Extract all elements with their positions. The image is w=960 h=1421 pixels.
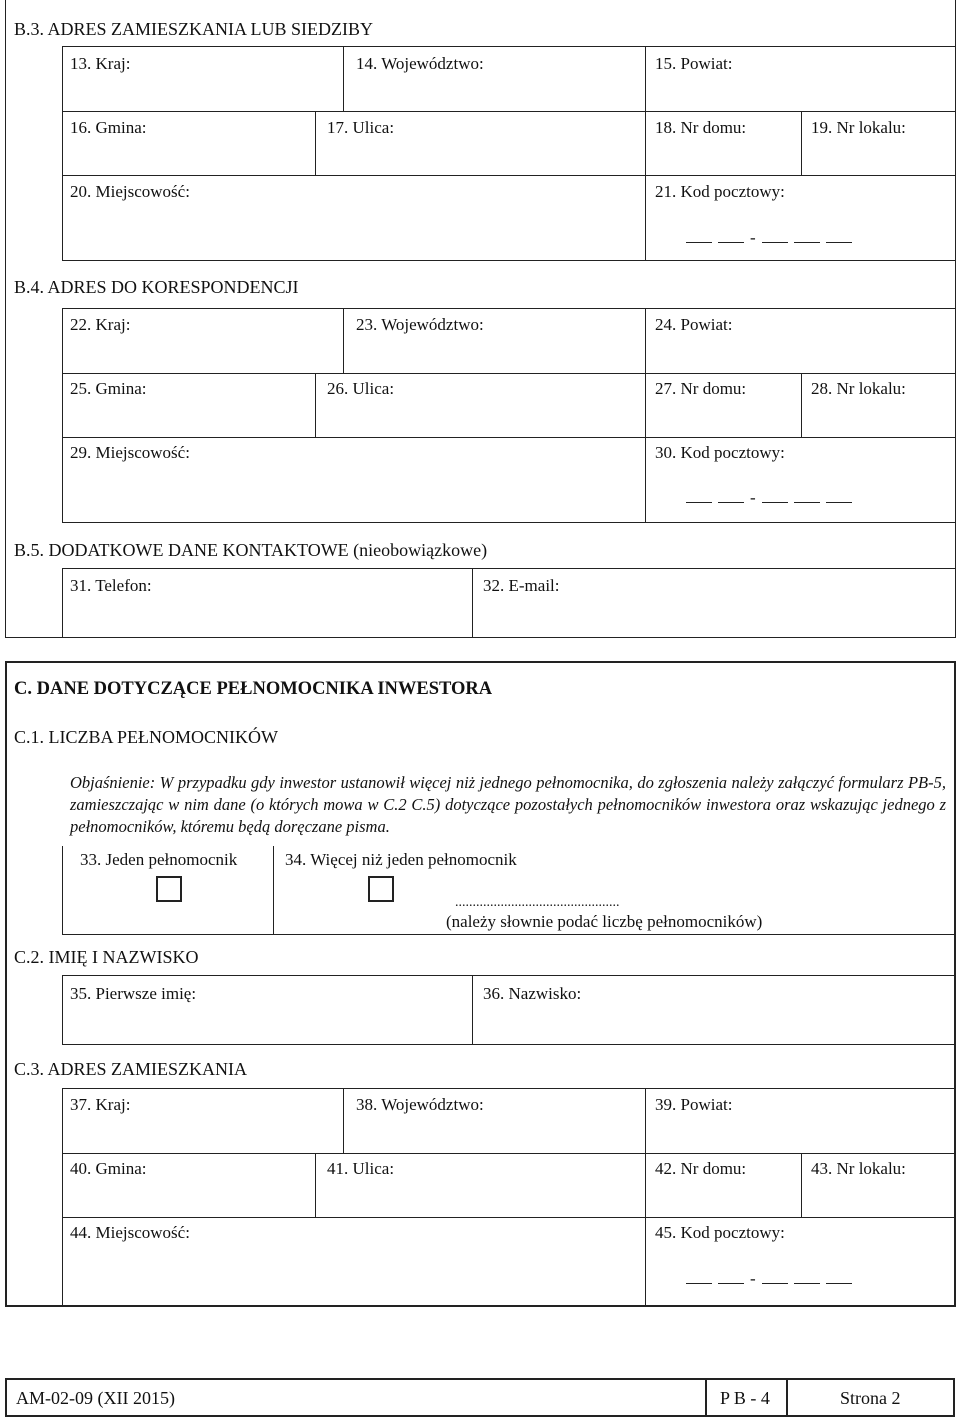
single-proxy-checkbox[interactable] xyxy=(156,876,182,902)
section-c3-title: C.3. ADRES ZAMIESZKANIA xyxy=(14,1059,248,1079)
postcode-blanks[interactable]: - xyxy=(686,1269,858,1289)
proxy-count-hint: (należy słownie podać liczbę pełnomocników) xyxy=(446,912,763,931)
field-36-label: 36. Nazwisko: xyxy=(483,984,582,1003)
proxy-count-dots[interactable]: ............................................... xyxy=(455,895,620,910)
field-33-label: 33. Jeden pełnomocnik xyxy=(80,850,238,869)
field-40-label: 40. Gmina: xyxy=(70,1159,147,1178)
field-15-label: 15. Powiat: xyxy=(655,54,733,73)
explanation-note: Objaśnienie: W przypadku gdy inwestor ustanowił więcej niż jednego pełnomocnika, do zgłoszenia należy załączyć formularz PB-5, zamieszczając w nim dane (o których mowa w C.2 C.5) dotyczące pozostałych pełnomocników inwestora oraz wskazując jednego z pełnomocników, któremu będą doręczane pisma. xyxy=(70,773,946,836)
field-23-label: 23. Województwo: xyxy=(356,315,484,334)
postcode-blanks[interactable]: - xyxy=(686,488,858,508)
field-13-label: 13. Kraj: xyxy=(70,54,131,73)
field-26-label: 26. Ulica: xyxy=(327,379,395,398)
field-42-label: 42. Nr domu: xyxy=(655,1159,747,1178)
section-c1-title: C.1. LICZBA PEŁNOMOCNIKÓW xyxy=(14,727,278,747)
field-14-label: 14. Województwo: xyxy=(356,54,484,73)
field-34-label: 34. Więcej niż jeden pełnomocnik xyxy=(285,850,517,869)
field-25-label: 25. Gmina: xyxy=(70,379,147,398)
section-b5-title: B.5. DODATKOWE DANE KONTAKTOWE (nieobowiązkowe) xyxy=(14,540,488,560)
field-20-label: 20. Miejscowość: xyxy=(70,182,190,201)
field-31-label: 31. Telefon: xyxy=(70,576,152,595)
field-43-label: 43. Nr lokalu: xyxy=(811,1159,906,1178)
field-30-label: 30. Kod pocztowy: xyxy=(655,443,785,462)
multiple-proxies-checkbox[interactable] xyxy=(368,876,394,902)
field-39-label: 39. Powiat: xyxy=(655,1095,733,1114)
section-b4-title: B.4. ADRES DO KORESPONDENCJI xyxy=(14,277,299,297)
field-27-label: 27. Nr domu: xyxy=(655,379,747,398)
section-b3-title: B.3. ADRES ZAMIESZKANIA LUB SIEDZIBY xyxy=(14,19,374,39)
field-35-label: 35. Pierwsze imię: xyxy=(70,984,197,1003)
page-number: Strona 2 xyxy=(840,1388,901,1408)
section-c-title: C. DANE DOTYCZĄCE PEŁNOMOCNIKA INWESTORA xyxy=(14,679,493,699)
field-22-label: 22. Kraj: xyxy=(70,315,131,334)
field-21-label: 21. Kod pocztowy: xyxy=(655,182,785,201)
form-code: AM-02-09 (XII 2015) xyxy=(16,1388,175,1408)
field-38-label: 38. Województwo: xyxy=(356,1095,484,1114)
field-41-label: 41. Ulica: xyxy=(327,1159,395,1178)
field-37-label: 37. Kraj: xyxy=(70,1095,131,1114)
form-id: P B - 4 xyxy=(720,1388,770,1408)
field-32-label: 32. E-mail: xyxy=(483,576,560,595)
field-28-label: 28. Nr lokalu: xyxy=(811,379,906,398)
field-18-label: 18. Nr domu: xyxy=(655,118,747,137)
field-19-label: 19. Nr lokalu: xyxy=(811,118,906,137)
field-44-label: 44. Miejscowość: xyxy=(70,1223,190,1242)
section-c2-title: C.2. IMIĘ I NAZWISKO xyxy=(14,947,199,967)
field-29-label: 29. Miejscowość: xyxy=(70,443,190,462)
postcode-blanks[interactable]: - xyxy=(686,228,858,248)
field-45-label: 45. Kod pocztowy: xyxy=(655,1223,785,1242)
field-24-label: 24. Powiat: xyxy=(655,315,733,334)
field-16-label: 16. Gmina: xyxy=(70,118,147,137)
field-17-label: 17. Ulica: xyxy=(327,118,395,137)
